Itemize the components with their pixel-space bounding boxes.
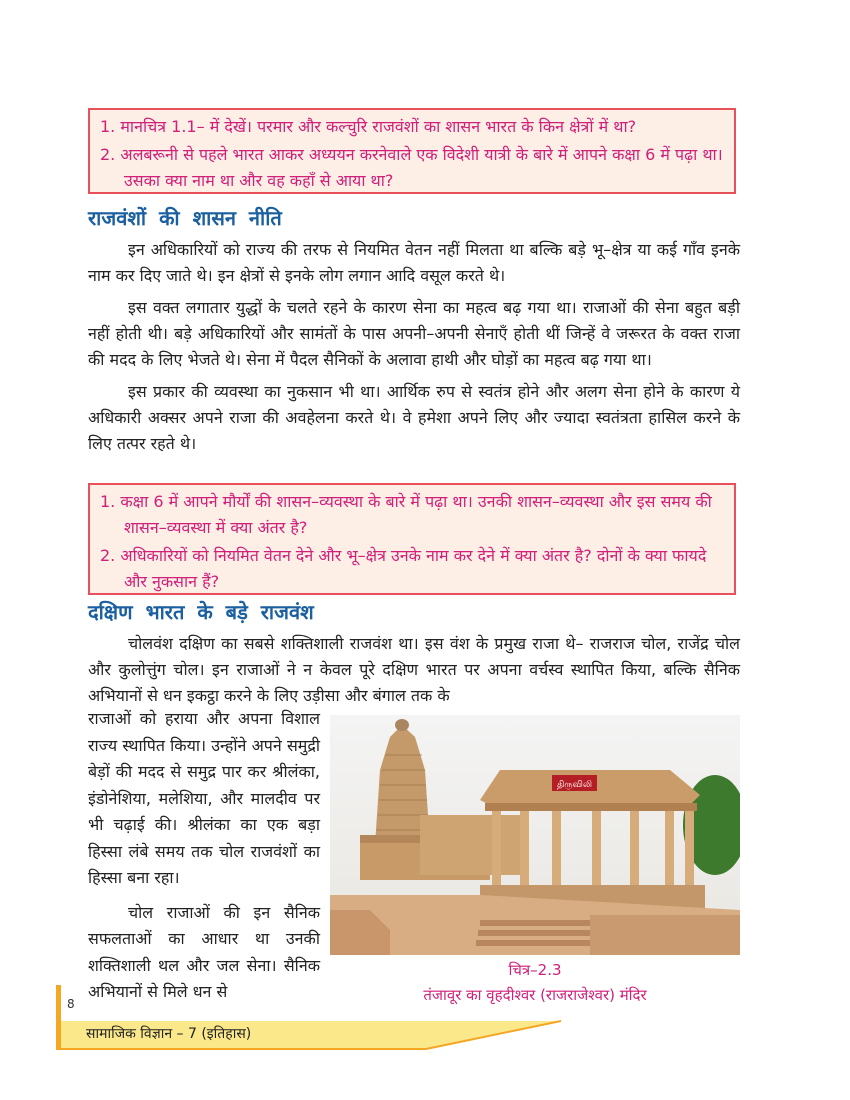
temple-photo [330, 715, 740, 955]
page-number: 8 [67, 997, 75, 1011]
question-box-2 [88, 483, 736, 595]
paragraph: इस प्रकार की व्यवस्था का नुकसान भी था। आर्थिक रुप से स्वतंत्र होने और अलग सेना होने के कारण ये अधिकारी अक्सर अपने राजा की अवहेलना करते थे। वे हमेशा अपने लिए और ज्यादा स्वतंत्रता हासिल करने के लिए तत्पर रहते थे। [88, 382, 740, 453]
paragraph: राजाओं को हराया और अपना विशाल राज्य स्थापित किया। उन्होंने अपने समुद्री बेड़ों की मदद से समुद्र पार कर श्रीलंका, इंडोनेशिया, मलेशिया, और मालदीव पर भी चढ़ाई की। श्रीलंका का एक बड़ा हिस्सा लंबे समय तक चोल राजवंशों का हिस्सा बना रहा। [88, 709, 320, 887]
wrapped-text-column [88, 706, 320, 1014]
question-box-1 [88, 108, 736, 194]
book-title: सामाजिक विज्ञान – 7 (इतिहास) [86, 1026, 252, 1042]
paragraph: इस वक्त लगातार युद्धों के चलते रहने के कारण सेना का महत्व बढ़ गया था। राजाओं की सेना बहुत बड़ी नहीं होती थी। बड़े अधिकारियों और सामंतों के पास अपनी–अपनी सेनाएँ होती थीं जिन्हें वे जरूरत के वक्त राजा की मदद के लिए भेजते थे। सेना में पैदल सैनिकों के अलावा हाथी और घोड़ों का महत्व बढ़ गया था। [88, 298, 740, 369]
figure-number: चित्र–2.3 [508, 961, 562, 979]
question-1: 1. मानचित्र 1.1– में देखें। परमार और कल्चुरि राजवंशों का शासन भारत के किन क्षेत्रों में था? [100, 117, 637, 136]
paragraph: इन अधिकारियों को राज्य की तरफ से नियमित वेतन नहीं मिलता था बल्कि बड़े भू–क्षेत्र या कई गाँव इनके नाम कर दिए जाते थे। इन क्षेत्रों से इनके लोग लगान आदि वसूल करते थे। [88, 240, 740, 285]
figure-caption: तंजावूर का वृहदीश्वर (राजराजेश्वर) मंदिर [423, 986, 647, 1004]
sign-text: திருவிலி [556, 780, 593, 790]
paragraph: चोल राजाओं की इन सैनिक सफलताओं का आधार था उनकी शक्तिशाली थल और जल सेना। सैनिक अभियानों से मिले धन से [88, 902, 320, 1001]
section-body-south-india [88, 631, 740, 715]
question-1: 1. कक्षा 6 में आपने मौर्यों की शासन–व्यवस्था के बारे में पढ़ा था। उनकी शासन–व्यवस्था और इस समय की शासन–व्यवस्था में क्या अंतर है? [100, 492, 712, 537]
question-2: 2. अधिकारियों को नियमित वेतन देने और भू–क्षेत्र उनके नाम कर देने में क्या अंतर है? दोनों के क्या फायदे और नुकसान हैं? [100, 546, 707, 591]
section-heading-south-india: दक्षिण भारत के बड़े राजवंश [88, 600, 314, 624]
footer-accent-bar [56, 985, 61, 1049]
section-heading-governance: राजवंशों की शासन नीति [88, 206, 282, 230]
paragraph: चोलवंश दक्षिण का सबसे शक्तिशाली राजवंश था। इस वंश के प्रमुख राजा थे– राजराज चोल, राजेंद्र चोल और कुलोत्तुंग चोल। इन राजाओं ने न केवल पूरे दक्षिण भारत पर अपना वर्चस्व स्थापित किया, बल्कि सैनिक अभियानों से धन इकट्ठा करने के लिए उड़ीसा और बंगाल तक के [88, 634, 740, 705]
section-body-governance [88, 237, 740, 463]
question-2: 2. अलबरूनी से पहले भारत आकर अध्ययन करनेवाले एक विदेशी यात्री के बारे में आपने कक्षा 6 में पढ़ा था। उसका क्या नाम था और वह कहाँ से आया था? [100, 145, 723, 190]
